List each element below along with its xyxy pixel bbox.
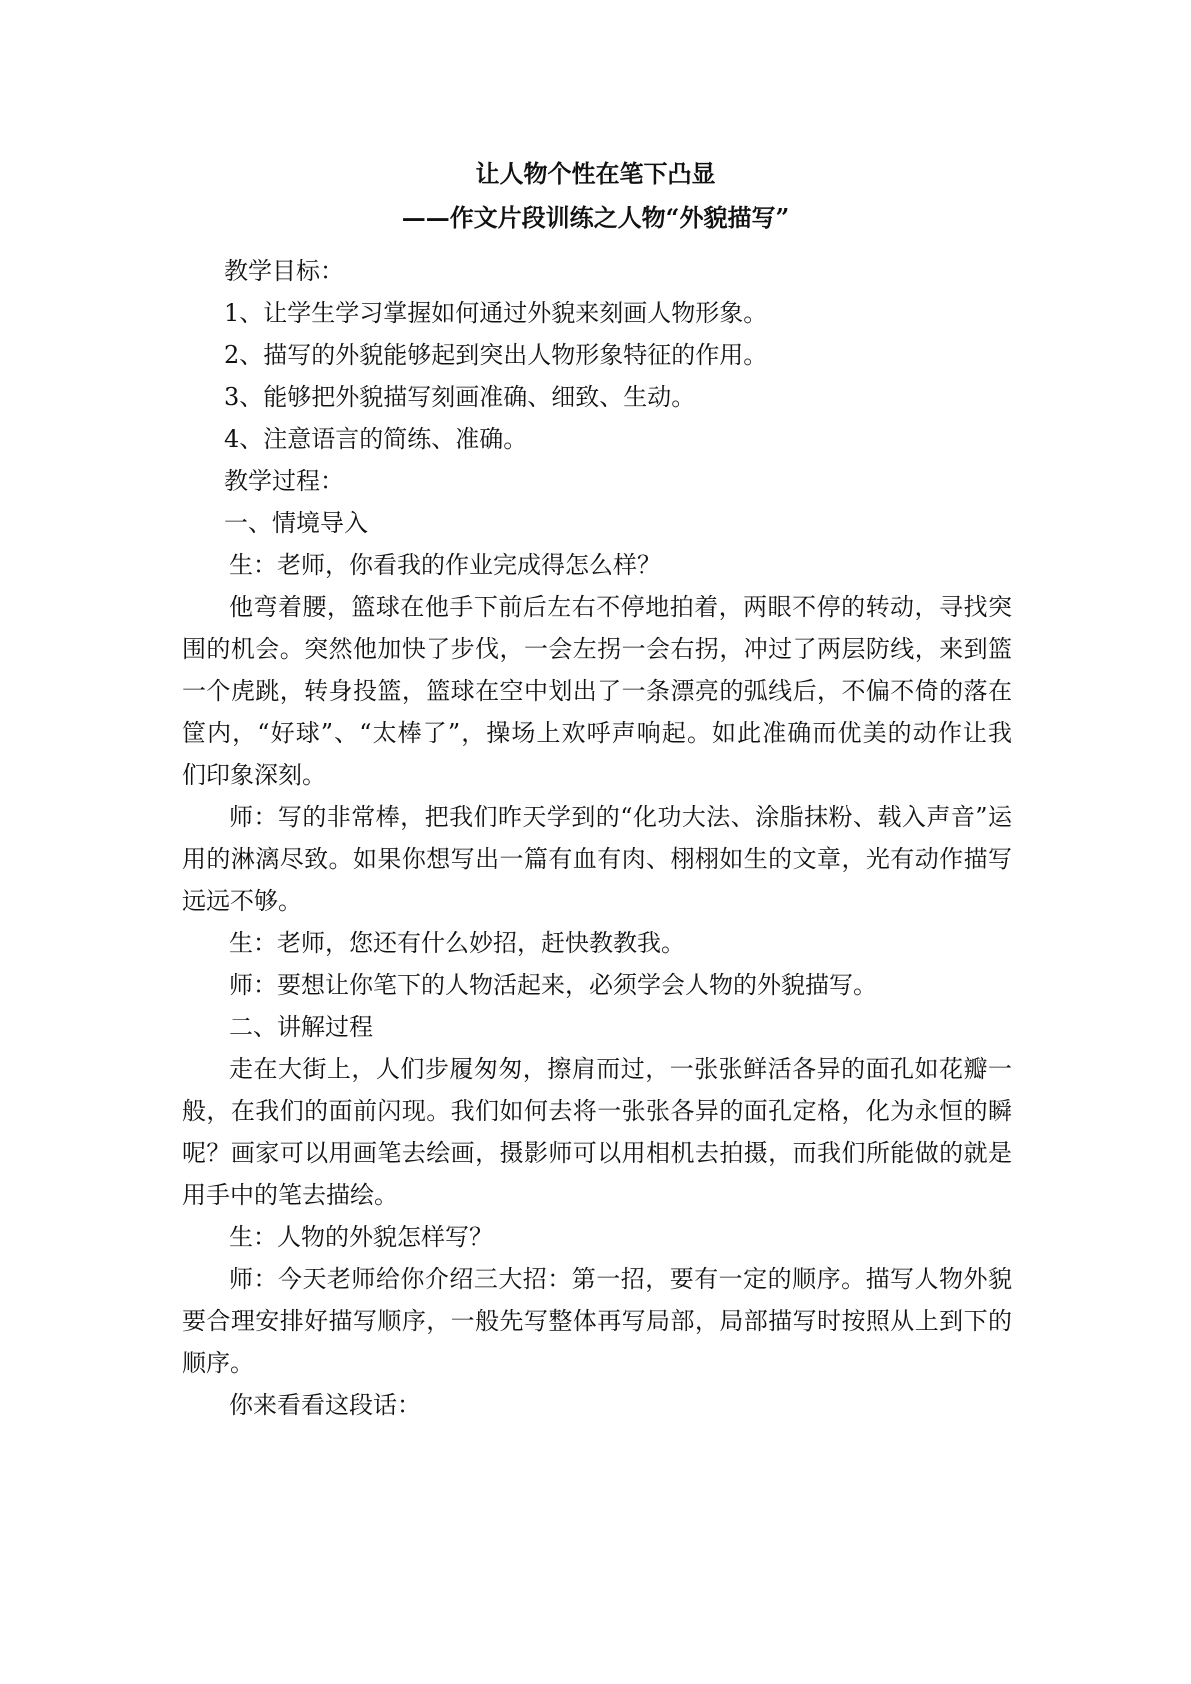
paragraph-line: 筐内，“好球”、“太棒了”，操场上欢呼声响起。如此准确而优美的动作让我 [182, 719, 1012, 747]
paragraph-line: 走在大街上，人们步履匆匆，擦肩而过，一张张鲜活各异的面孔如花瓣一 [229, 1055, 1012, 1083]
paragraph-line: 用的淋漓尽致。如果你想写出一篇有血有肉、栩栩如生的文章，光有动作描写 [182, 845, 1012, 873]
document-subtitle: ——作文片段训练之人物“外貌描写” [401, 203, 790, 232]
dialogue-line: 生：老师，您还有什么妙招，赶快教教我。 [229, 929, 685, 957]
paragraph-line: 一个虎跳，转身投篮，篮球在空中划出了一条漂亮的弧线后，不偏不倚的落在 [182, 677, 1012, 705]
paragraph-line: 师：今天老师给你介绍三大招：第一招，要有一定的顺序。描写人物外貌 [229, 1265, 1012, 1293]
dialogue-line: 生：老师，你看我的作业完成得怎么样？ [229, 551, 661, 579]
dialogue-line: 师：要想让你笔下的人物活起来，必须学会人物的外貌描写。 [229, 971, 877, 999]
section-heading: 二、讲解过程 [229, 1013, 373, 1041]
paragraph-line: 般，在我们的面前闪现。我们如何去将一张张各异的面孔定格，化为永恒的瞬 [182, 1097, 1012, 1125]
paragraph-line: 要合理安排好描写顺序，一般先写整体再写局部，局部描写时按照从上到下的 [182, 1307, 1012, 1335]
paragraph-line: 围的机会。突然他加快了步伐，一会左拐一会右拐，冲过了两层防线，来到篮 [182, 635, 1012, 663]
goal-item: 2、描写的外貌能够起到突出人物形象特征的作用。 [224, 341, 768, 369]
goal-item: 1、让学生学习掌握如何通过外貌来刻画人物形象。 [224, 299, 768, 327]
paragraph-line: 他弯着腰，篮球在他手下前后左右不停地拍着，两眼不停的转动，寻找突 [229, 593, 1012, 621]
goal-item: 3、能够把外貌描写刻画准确、细致、生动。 [224, 383, 696, 411]
paragraph-line: 你来看看这段话： [229, 1391, 421, 1419]
paragraph-line: 顺序。 [182, 1349, 254, 1377]
teaching-process-heading: 教学过程： [224, 467, 344, 495]
section-heading: 一、情境导入 [224, 509, 368, 537]
paragraph-line: 师：写的非常棒，把我们昨天学到的“化功大法、涂脂抹粉、载入声音”运 [229, 803, 1012, 831]
goal-item: 4、注意语言的简练、准确。 [224, 425, 528, 453]
paragraph-line: 呢？画家可以用画笔去绘画，摄影师可以用相机去拍摄，而我们所能做的就是 [182, 1139, 1012, 1167]
paragraph-line: 用手中的笔去描绘。 [182, 1181, 398, 1209]
paragraph-line: 们印象深刻。 [182, 761, 326, 789]
document-title: 让人物个性在笔下凸显 [475, 159, 716, 188]
teaching-goals-heading: 教学目标： [224, 257, 344, 285]
paragraph-line: 远远不够。 [182, 887, 302, 915]
dialogue-line: 生：人物的外貌怎样写？ [229, 1223, 493, 1251]
